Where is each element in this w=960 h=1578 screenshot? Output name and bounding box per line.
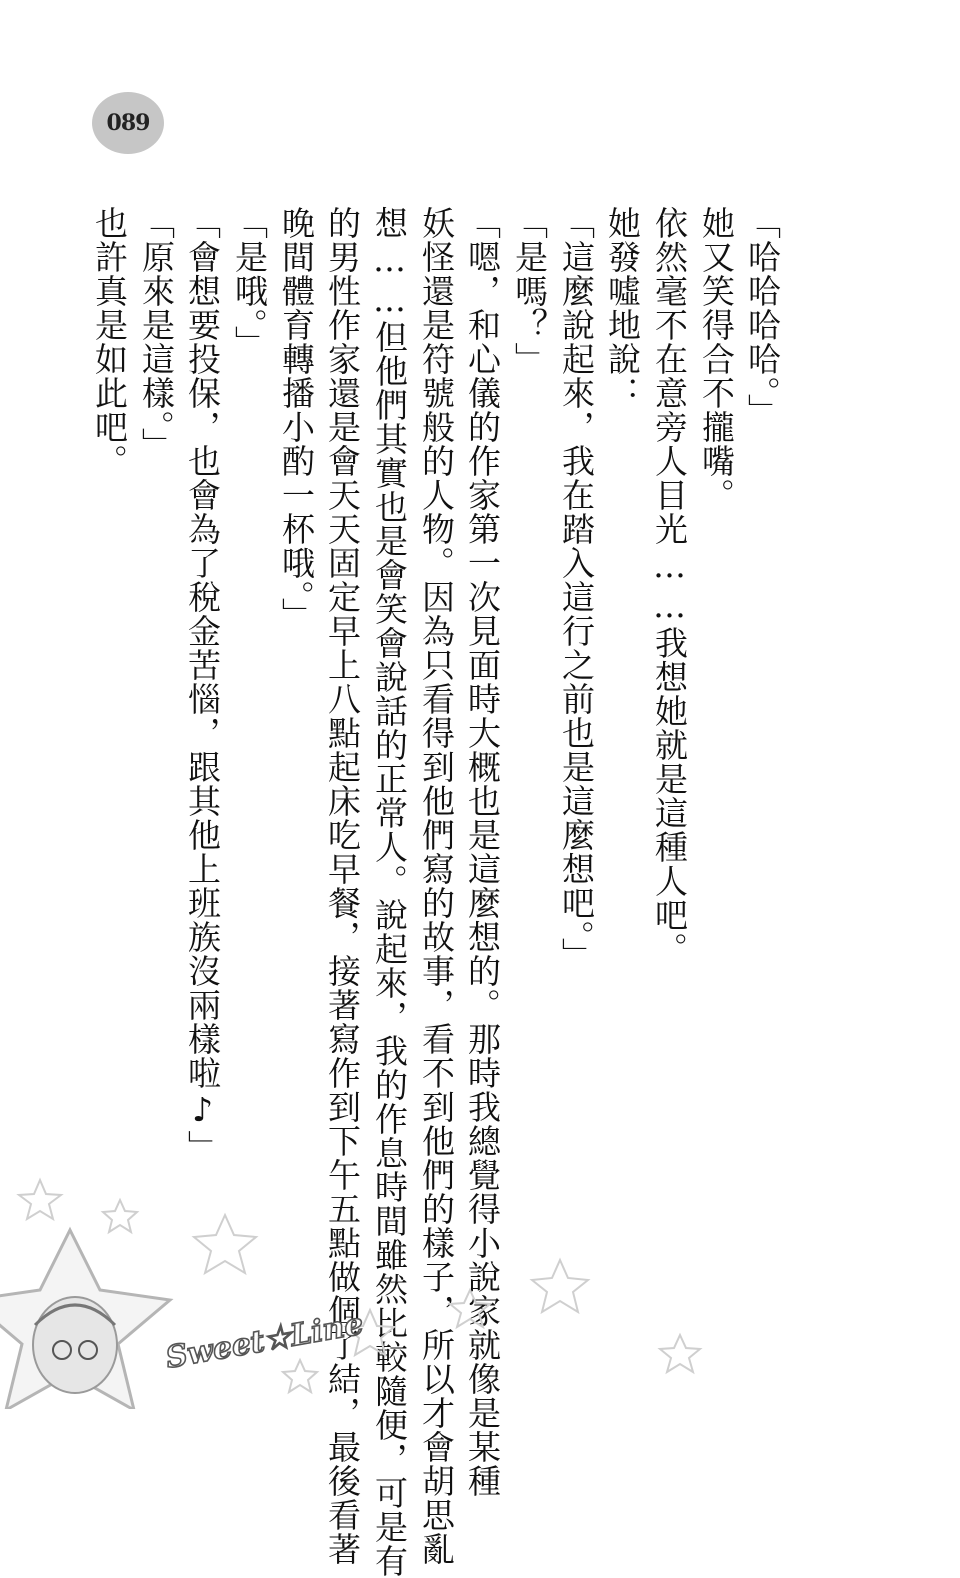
text-column-8: 妖怪還是符號般的人物。因為只看得到他們寫的故事，看不到他們的樣子，所以才會胡思亂 bbox=[417, 206, 456, 1566]
text-column-7: 「嗯，和心儀的作家第一次見面時大概也是這麼想的。那時我總覺得小說家就像是某種 bbox=[463, 206, 502, 1498]
star-icon bbox=[19, 1180, 61, 1219]
star-icon bbox=[450, 1290, 490, 1327]
text-column-10: 的男性作家還是會天天固定早上八點起床吃早餐，接著寫作到下午五點做個了結，最後看著 bbox=[323, 206, 362, 1566]
star-icon bbox=[283, 1360, 317, 1392]
star-icon bbox=[532, 1260, 588, 1312]
footer-logo bbox=[163, 1307, 366, 1376]
character-illustration bbox=[0, 1230, 170, 1409]
text-column-14: 「原來是這樣。」 bbox=[137, 206, 176, 462]
text-column-5: 「這麼說起來，我在踏入這行之前也是這麼想吧。」 bbox=[557, 206, 596, 972]
text-column-9: 想……但他們其實也是會笑會說話的正常人。說起來，我的作息時間雖然比較隨便，可是有 bbox=[370, 206, 409, 1578]
text-column-1: 「哈哈哈哈。」 bbox=[743, 206, 782, 428]
star-icon bbox=[103, 1200, 137, 1232]
text-column-4: 她發噓地說： bbox=[603, 206, 642, 410]
text-column-11: 晚間體育轉播小酌一杯哦。」 bbox=[277, 206, 316, 632]
text-column-13: 「會想要投保，也會為了稅金苦惱，跟其他上班族沒兩樣啦♪」 bbox=[183, 206, 222, 1164]
star-icon bbox=[194, 1215, 256, 1273]
page-number-badge bbox=[92, 92, 164, 154]
text-column-12: 「是哦。」 bbox=[230, 206, 269, 360]
star-icon bbox=[660, 1335, 700, 1372]
svg-text:Sweet★Line: Sweet★Line bbox=[163, 1306, 367, 1376]
text-column-6: 「是嗎？」 bbox=[510, 206, 549, 376]
text-column-2: 她又笑得合不攏嘴。 bbox=[697, 206, 736, 512]
footer-decoration bbox=[0, 1160, 960, 1409]
text-column-15: 也許真是如此吧。 bbox=[90, 206, 129, 478]
page-number: 089 bbox=[106, 110, 150, 136]
text-column-3: 依然毫不在意旁人目光……我想她就是這種人吧。 bbox=[650, 206, 689, 966]
